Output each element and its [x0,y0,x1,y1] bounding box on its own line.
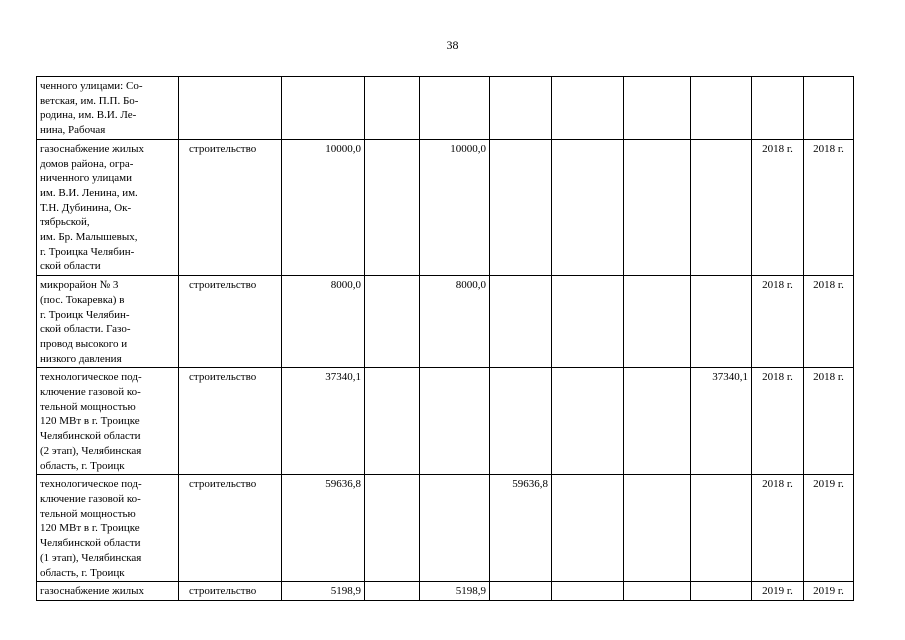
value-cell: 10000,0 [420,139,490,275]
total-cell: 10000,0 [282,139,365,275]
value-cell [552,276,624,368]
value-cell [490,77,552,140]
table-row [37,582,854,601]
value-cell [552,582,624,601]
start-year-cell: 2019 г. [752,582,804,601]
work-type-cell: строительство [179,475,282,582]
total-cell: 59636,8 [282,475,365,582]
value-cell: 37340,1 [691,368,752,475]
value-cell [624,139,691,275]
start-year-cell: 2018 г. [752,139,804,275]
start-year-cell [752,77,804,140]
value-cell [420,77,490,140]
total-cell: 37340,1 [282,368,365,475]
object-name-cell: ченного улицами: Со- ветская, им. П.П. Бо- родина, им. В.И. Ле- нина, Рабочая [37,77,179,140]
value-cell [691,276,752,368]
value-cell: 8000,0 [420,276,490,368]
value-cell [490,582,552,601]
value-cell [552,77,624,140]
work-type-cell [179,77,282,140]
total-cell: 5198,9 [282,582,365,601]
table-row [37,368,854,475]
total-cell [282,77,365,140]
work-type-cell: строительство [179,276,282,368]
table-row [37,77,854,140]
total-cell: 8000,0 [282,276,365,368]
start-year-cell: 2018 г. [752,276,804,368]
start-year-cell: 2018 г. [752,368,804,475]
investment-table [36,76,854,601]
value-cell [552,475,624,582]
value-cell [365,77,420,140]
work-type-cell: строительство [179,368,282,475]
value-cell [365,368,420,475]
value-cell [365,582,420,601]
value-cell [691,77,752,140]
page-number: 38 [446,38,459,52]
table-row [37,475,854,582]
value-cell [691,475,752,582]
value-cell [420,475,490,582]
value-cell [691,582,752,601]
value-cell [691,139,752,275]
table-row [37,139,854,275]
value-cell [490,276,552,368]
end-year-cell: 2019 г. [804,582,854,601]
end-year-cell: 2019 г. [804,475,854,582]
work-type-cell: строительство [179,139,282,275]
value-cell [552,368,624,475]
value-cell [365,475,420,582]
start-year-cell: 2018 г. [752,475,804,582]
object-name-cell: газоснабжение жилых домов района, огра- ниченного улицами им. В.И. Ленина, им. Т.Н. Дубинина, Ок- тябрьской, им. Бр. Малышевых, г. Троицка Челябин- ской области [37,139,179,275]
value-cell [624,276,691,368]
value-cell [624,582,691,601]
value-cell [365,276,420,368]
value-cell [365,139,420,275]
end-year-cell: 2018 г. [804,276,854,368]
value-cell [624,368,691,475]
end-year-cell [804,77,854,140]
object-name-cell: микрорайон № 3 (пос. Токаревка) в г. Троицк Челябин- ской области. Газо- провод высокого и низкого давления [37,276,179,368]
end-year-cell: 2018 г. [804,139,854,275]
table-row [37,276,854,368]
object-name-cell: газоснабжение жилых [37,582,179,601]
value-cell [490,368,552,475]
value-cell [624,475,691,582]
object-name-cell: технологическое под- ключение газовой ко- тельной мощностью 120 МВт в г. Троицке Челябинской области (2 этап), Челябинская область, г. Троицк [37,368,179,475]
value-cell [420,368,490,475]
work-type-cell: строительство [179,582,282,601]
value-cell: 5198,9 [420,582,490,601]
object-name-cell: технологическое под- ключение газовой ко- тельной мощностью 120 МВт в г. Троицке Челябинской области (1 этап), Челябинская область, г. Троицк [37,475,179,582]
value-cell [552,139,624,275]
value-cell: 59636,8 [490,475,552,582]
value-cell [624,77,691,140]
end-year-cell: 2018 г. [804,368,854,475]
value-cell [490,139,552,275]
